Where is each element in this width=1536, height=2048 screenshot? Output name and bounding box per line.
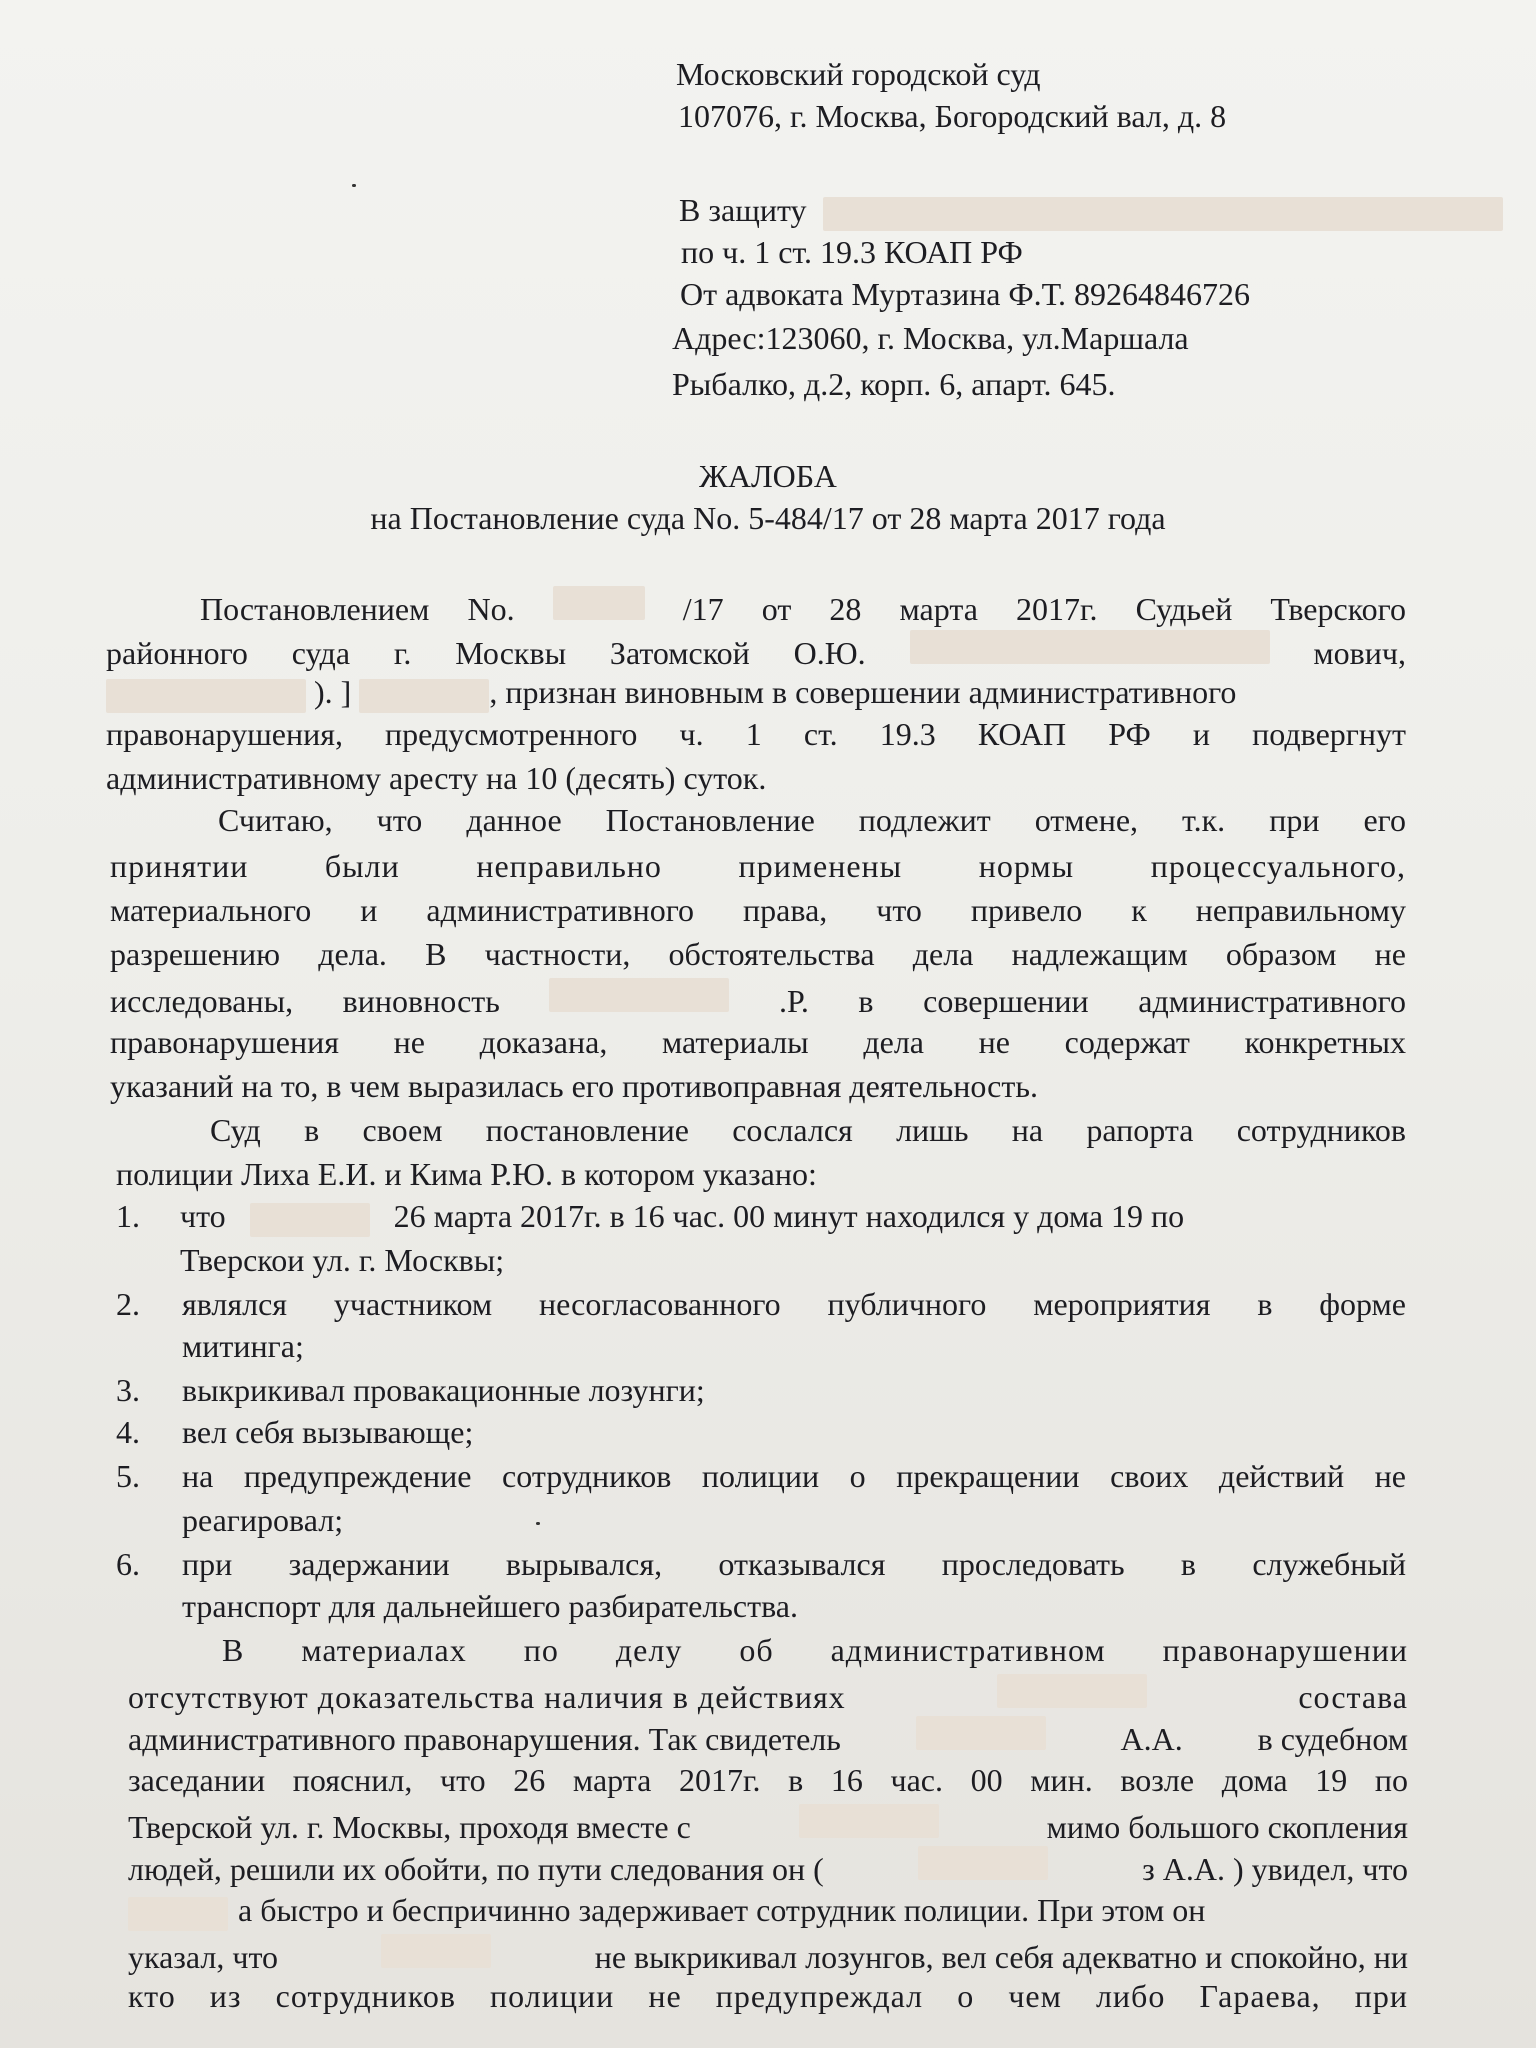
redacted-name bbox=[549, 978, 729, 1012]
text-fragment: не выкрикивал лозунгов, вел себя адекватно и спокойно, ни bbox=[594, 1939, 1408, 1975]
document-subtitle: на Постановление суда No. 5-484/17 от 28 марта 2017 года bbox=[370, 500, 1166, 536]
list-number: 1. bbox=[116, 1198, 140, 1234]
word: исследованы, bbox=[110, 983, 294, 1019]
text-fragment: а быстро и беспричинно задерживает сотрудник полиции. При этом он bbox=[238, 1892, 1206, 1928]
list-item-5: на предупреждение сотрудников полиции о прекращении своих действий не bbox=[182, 1458, 1406, 1494]
redacted-name bbox=[916, 1716, 1046, 1750]
list-item-3: выкрикивал провакационные лозунги; bbox=[182, 1372, 705, 1408]
word: /17 bbox=[682, 591, 724, 627]
list-item-6: при задержании вырывался, отказывался проследовать в служебный bbox=[182, 1546, 1406, 1582]
word: ). ] bbox=[314, 674, 352, 710]
redacted-birthdate bbox=[359, 679, 489, 713]
word: 2017г. bbox=[1015, 591, 1098, 627]
paper-speck bbox=[352, 184, 356, 187]
para1-line4: правонарушения, предусмотренного ч. 1 ст. 19.3 КОАП РФ и подвергнут bbox=[106, 716, 1406, 752]
text-fragment: указал, что bbox=[128, 1939, 279, 1975]
word: мович, bbox=[1313, 635, 1406, 671]
word: О.Ю. bbox=[793, 635, 866, 671]
word: 28 bbox=[829, 591, 862, 627]
defense-article: по ч. 1 ст. 19.3 КОАП РФ bbox=[681, 234, 1023, 270]
word: г. bbox=[393, 635, 412, 671]
list-item-1-cont: Тверскои ул. г. Москвы; bbox=[180, 1242, 505, 1278]
word: состава bbox=[1298, 1679, 1408, 1715]
text-fragment: административного правонарушения. Так свидетель bbox=[128, 1721, 841, 1757]
redacted-name bbox=[823, 197, 1503, 231]
word: что bbox=[180, 1198, 226, 1234]
para2-line1: Считаю, что данное Постановление подлежит отмене, т.к. при его bbox=[218, 802, 1406, 838]
word: No. bbox=[467, 591, 515, 627]
defense-address-2: Рыбалко, д.2, корп. 6, апарт. 645. bbox=[672, 366, 1116, 402]
para1-line2 bbox=[106, 630, 1406, 673]
text-fragment: 26 марта 2017г. в 16 час. 00 минут находился у дома 19 по bbox=[393, 1198, 1185, 1234]
text-fragment: отсутствуют доказательства наличия в действиях bbox=[128, 1679, 846, 1715]
document-title: ЖАЛОБА bbox=[699, 458, 837, 494]
text-fragment: Тверской ул. г. Москвы, проходя вместе с bbox=[128, 1809, 691, 1845]
text-fragment: з А.А. ) увидел, что bbox=[1142, 1851, 1408, 1887]
text-fragment: людей, решили их обойти, по пути следования он ( bbox=[128, 1851, 824, 1887]
word: Тверского bbox=[1270, 591, 1406, 627]
word: виновность bbox=[342, 983, 500, 1019]
list-item-6-cont: транспорт для дальнейшего разбирательства. bbox=[182, 1588, 798, 1624]
para3-line2: полиции Лиха Е.И. и Кима Р.Ю. в котором указано: bbox=[116, 1156, 817, 1192]
list-number: 3. bbox=[116, 1372, 140, 1408]
redacted-name bbox=[250, 1203, 370, 1237]
word: суда bbox=[291, 635, 351, 671]
list-item-2: являлся участником несогласованного публичного мероприятия в форме bbox=[182, 1286, 1406, 1322]
redacted-name bbox=[997, 1674, 1147, 1708]
para4-line1: В материалах по делу об административном правонарушении bbox=[222, 1632, 1408, 1668]
word: административного bbox=[1138, 983, 1406, 1019]
text-fragment: в судебном bbox=[1257, 1721, 1408, 1757]
list-item-2-cont: митинга; bbox=[182, 1328, 304, 1364]
redacted-number bbox=[553, 586, 645, 620]
word: марта bbox=[899, 591, 978, 627]
para2-line3: материального и административного права, что привело к неправильному bbox=[110, 892, 1406, 928]
text-fragment: мимо большого скопления bbox=[1046, 1809, 1408, 1845]
word: совершении bbox=[923, 983, 1089, 1019]
word: от bbox=[761, 591, 792, 627]
list-item-4: вел себя вызывающе; bbox=[182, 1414, 474, 1450]
text-fragment: , признан виновным в совершении административного bbox=[489, 674, 1237, 710]
addressee-address: 107076, г. Москва, Богородский вал, д. 8 bbox=[678, 98, 1227, 134]
para2-line2: принятии были неправильно применены нормы процессуального, bbox=[110, 848, 1406, 884]
list-item-5-cont: реагировал; bbox=[182, 1502, 344, 1538]
defense-lawyer: От адвоката Муртазина Ф.Т. 89264846726 bbox=[680, 276, 1251, 312]
redacted-name bbox=[381, 1934, 491, 1968]
word: районного bbox=[106, 635, 248, 671]
redacted-name bbox=[910, 630, 1270, 664]
word: .Р. bbox=[779, 983, 809, 1019]
para4-line7 bbox=[128, 1890, 1205, 1931]
list-number: 2. bbox=[116, 1286, 140, 1322]
paper-speck bbox=[536, 1522, 540, 1525]
addressee-court: Московский городской суд bbox=[676, 56, 1041, 92]
defense-prefix: В защиту bbox=[679, 192, 807, 228]
word: Москвы bbox=[455, 635, 567, 671]
para2-line6: правонарушения не доказана, материалы дела не содержат конкретных bbox=[110, 1024, 1406, 1060]
defense-address-1: Адрес:123060, г. Москва, ул.Маршала bbox=[672, 320, 1189, 356]
para2-line5 bbox=[110, 978, 1406, 1021]
para4-line5 bbox=[128, 1804, 1408, 1847]
redacted-name bbox=[128, 1897, 228, 1931]
para4-line9: кто из сотрудников полиции не предупреждал о чем либо Гараева, при bbox=[128, 1978, 1408, 2014]
para4-line6 bbox=[128, 1846, 1408, 1889]
list-item-1 bbox=[180, 1196, 1184, 1237]
redacted-name bbox=[106, 679, 306, 713]
word: Судьей bbox=[1135, 591, 1233, 627]
para3-line1: Суд в своем постановление сослался лишь на рапорта сотрудников bbox=[210, 1112, 1406, 1148]
defense-line bbox=[679, 190, 1503, 231]
word: в bbox=[858, 983, 874, 1019]
para1-line1 bbox=[200, 586, 1406, 629]
word: Постановлением bbox=[200, 591, 430, 627]
word: Затомской bbox=[609, 635, 750, 671]
para4-line8 bbox=[128, 1934, 1408, 1977]
list-number: 6. bbox=[116, 1546, 140, 1582]
redacted-name bbox=[799, 1804, 939, 1838]
redacted-name bbox=[918, 1846, 1048, 1880]
para4-line4: заседании пояснил, что 26 марта 2017г. в 16 час. 00 мин. возле дома 19 по bbox=[128, 1762, 1408, 1798]
list-number: 4. bbox=[116, 1414, 140, 1450]
word: А.А. bbox=[1120, 1721, 1183, 1757]
list-number: 5. bbox=[116, 1458, 140, 1494]
para1-line5: административному аресту на 10 (десять) суток. bbox=[106, 760, 767, 796]
para4-line3 bbox=[128, 1716, 1408, 1759]
para4-line2 bbox=[128, 1674, 1408, 1717]
para2-line7: указаний на то, в чем выразилась его противоправная деятельность. bbox=[110, 1068, 1038, 1104]
para1-line3 bbox=[106, 672, 1236, 713]
para2-line4: разрешению дела. В частности, обстоятельства дела надлежащим образом не bbox=[110, 936, 1406, 972]
